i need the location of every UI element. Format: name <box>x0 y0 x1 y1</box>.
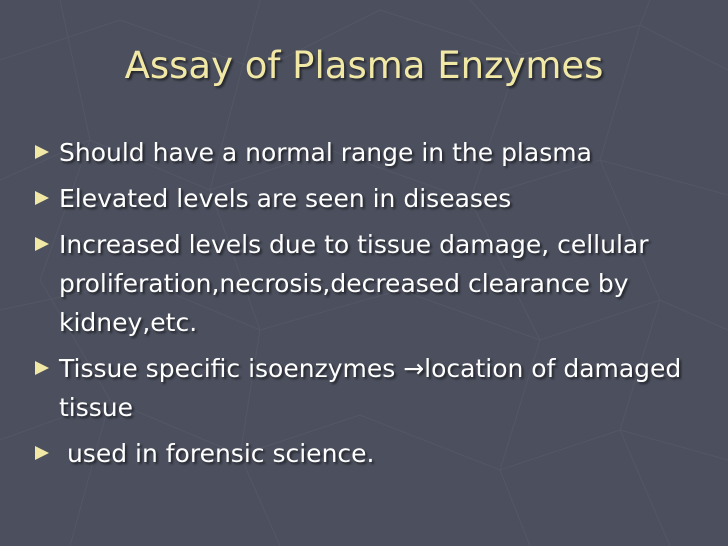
bullet-item <box>34 133 714 172</box>
bullet-text: Elevated levels are seen in diseases <box>59 184 512 213</box>
bullet-text: Should have a normal range in the plasma <box>59 138 592 167</box>
triangle-arrow-icon <box>34 434 58 473</box>
triangle-arrow-icon <box>34 133 58 172</box>
bullet-list <box>34 133 714 480</box>
triangle-arrow-icon <box>34 179 58 218</box>
bullet-item <box>34 225 714 342</box>
bullet-item <box>34 434 714 473</box>
triangle-arrow-icon <box>34 225 58 264</box>
bullet-text: used in forensic science. <box>59 439 375 468</box>
bullet-item <box>34 349 714 427</box>
bullet-text: Tissue specific isoenzymes →location of damaged tissue <box>59 354 682 422</box>
bullet-item <box>34 179 714 218</box>
bullet-text: Increased levels due to tissue damage, cellular proliferation,necrosis,decreased clearance by kidney,etc. <box>59 230 649 337</box>
triangle-arrow-icon <box>34 349 58 388</box>
slide-title: Assay of Plasma Enzymes <box>124 44 604 87</box>
